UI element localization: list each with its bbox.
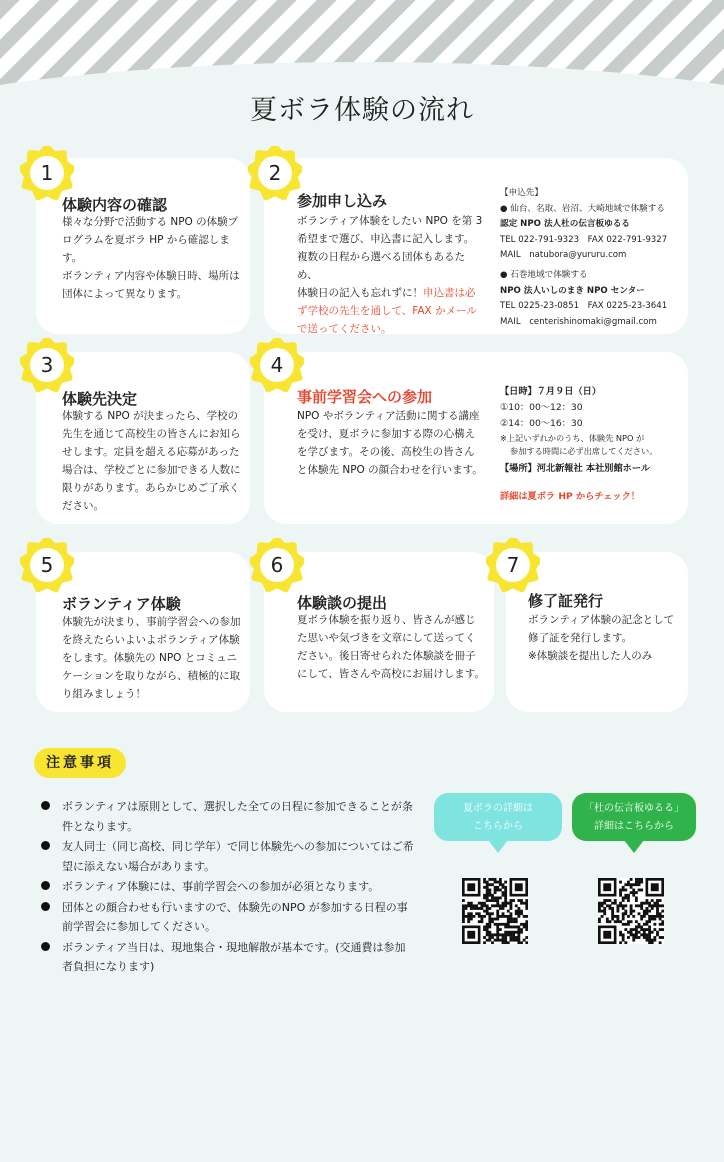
- bubble-tail-icon: [488, 840, 508, 854]
- bubble-text: 詳細はこちらから: [594, 821, 674, 832]
- text-line: と体験先 NPO の顔合わせを行います。: [297, 464, 483, 476]
- apply-mail-1[interactable]: MAIL natubora@yururu.com: [500, 250, 627, 261]
- text-line: ボランティア内容や体験日時、場所は: [62, 270, 240, 282]
- red-warning-text: で送ってください。: [297, 323, 392, 335]
- note-text: 団体との顔合わせも行いますので、体験先のNPO が参加する日程の事前学習会に参加してください。: [62, 900, 408, 933]
- step-number-badge-7: [486, 538, 540, 592]
- apply-area-2: ● 石巻地域で体験する: [500, 269, 588, 280]
- text-line: ボランティア体験の記念として: [528, 614, 675, 626]
- seminar-date: 【日時】７月９日（日）: [500, 386, 602, 397]
- red-warning-text: ず学校の先生を通して、FAX かメール: [297, 305, 477, 317]
- bullet-icon: [41, 881, 50, 890]
- text-line: 様々な分野で活動する NPO の体験プ: [62, 216, 239, 228]
- seminar-place: 【場所】河北新報社 本社別館ホール: [500, 463, 651, 474]
- text-line: 修了証を発行します。: [528, 632, 633, 644]
- text-line: にして、皆さんや高校にお届けします。: [297, 668, 485, 680]
- text-line: をします。体験先の NPO とコミュニ: [62, 652, 238, 664]
- apply-org-1: 認定 NPO 法人杜の伝言板ゆるる: [500, 219, 630, 230]
- list-item: [36, 797, 416, 836]
- text-line: を受け、夏ボラに参加する際の心構え: [297, 428, 476, 440]
- seminar-slot-2: ②14：00～16：30: [500, 418, 583, 429]
- step-title-1: 体験内容の確認: [62, 196, 168, 214]
- bullet-icon: [41, 902, 50, 911]
- note-text: 友人同士（同じ高校、同じ学年）で同じ体験先への参加についてはご希望に添えない場合があります。: [62, 840, 414, 873]
- step-number-badge-5: [20, 538, 74, 592]
- step-title-3: 体験先決定: [62, 390, 138, 408]
- text-line: ださい。後日寄せられた体験談を冊子: [297, 650, 476, 662]
- text-line: ださい。: [62, 500, 104, 512]
- apply-tel-1: TEL 022-791-9323 FAX 022-791-9327: [500, 234, 668, 245]
- step-title-2: 参加申し込み: [297, 192, 388, 210]
- step-title-5: ボランティア体験: [62, 595, 181, 613]
- red-warning-text: 申込書は必: [423, 287, 476, 299]
- step-text-6: [297, 611, 491, 683]
- bullet-icon: [41, 841, 50, 850]
- step-number-4: 4: [270, 353, 284, 377]
- step-text-3: [62, 407, 248, 515]
- text-line: 体験先が決まり、事前学習会への参加: [62, 616, 241, 628]
- notes-list: [36, 797, 416, 978]
- yururu-qr-code[interactable]: [598, 878, 664, 944]
- bubble-text: こちらから: [473, 821, 523, 832]
- apply-org-2: NPO 法人いしのまき NPO センター: [500, 285, 645, 296]
- text-line: [297, 284, 483, 302]
- step-number-7: 7: [506, 553, 520, 577]
- qr-code-icon: [462, 878, 528, 944]
- step-number-1: 1: [40, 161, 54, 185]
- apply-mail-2[interactable]: MAIL centerishinomaki@gmail.com: [500, 316, 657, 327]
- text-line: た思いや気づきを文章にして送ってく: [297, 632, 476, 644]
- natsubora-qr-bubble[interactable]: [434, 793, 562, 841]
- text-line: NPO やボランティア活動に関する講座: [297, 410, 480, 422]
- text-line: り組みましょう！: [62, 688, 146, 700]
- note-text: ボランティア体験には、事前学習会への参加が必須となります。: [62, 880, 380, 893]
- text-line: 団体によって異なります。: [62, 288, 188, 300]
- note-text: ボランティアは原則として、選択した全ての日程に参加できることが条件となります。: [62, 800, 413, 833]
- text-line: 先生を通じて高校生の皆さんにお知ら: [62, 428, 241, 440]
- list-item: [36, 938, 416, 977]
- text-segment: 体験日の記入も忘れずに！: [297, 287, 423, 299]
- step-text-7: [528, 611, 688, 665]
- text-line: ログラムを夏ボラ HP から確認します。: [62, 234, 230, 264]
- step-title-7: 修了証発行: [528, 592, 604, 610]
- qr-code-icon: [598, 878, 664, 944]
- notes-label: 注意事項: [34, 748, 126, 778]
- yururu-qr-bubble[interactable]: [572, 793, 696, 841]
- seminar-info: [500, 384, 686, 505]
- text-line: 希望まで選び、申込書に記入します。: [297, 233, 475, 245]
- list-item: [36, 837, 416, 876]
- step-number-5: 5: [40, 553, 54, 577]
- list-item: [36, 877, 416, 897]
- text-line: 体験する NPO が決まったら、学校の: [62, 410, 239, 422]
- text-line: 夏ボラ体験を振り返り、皆さんが感じ: [297, 614, 476, 626]
- step-number-6: 6: [270, 553, 284, 577]
- bullet-icon: [41, 942, 50, 951]
- bubble-tail-icon: [624, 840, 644, 854]
- apply-tel-2: TEL 0225-23-0851 FAX 0225-23-3641: [500, 301, 668, 312]
- seminar-slot-1: ①10：00～12：30: [500, 402, 583, 413]
- text-line: 場合は、学校ごとに参加できる人数に: [62, 464, 241, 476]
- step-number-3: 3: [40, 353, 54, 377]
- step-text-2: [297, 212, 483, 338]
- text-line: を学びます。その後、高校生の皆さん: [297, 446, 475, 458]
- apply-header: 【申込先】: [500, 188, 543, 198]
- step-text-5: [62, 613, 248, 703]
- step-title-6: 体験談の提出: [297, 594, 388, 612]
- step-text-4: [297, 407, 483, 479]
- text-line: ※体験談を提出した人のみ: [528, 650, 653, 662]
- text-line: 限りがあります。あらかじめご了承く: [62, 482, 240, 494]
- apply-area-1: ● 仙台、名取、岩沼、大崎地域で体験する: [500, 203, 665, 214]
- step-number-badge-6: [250, 538, 304, 592]
- bubble-text: 「杜の伝言板ゆるる」: [584, 803, 684, 814]
- step-text-1: [62, 213, 248, 303]
- step-number-badge-4: [250, 338, 304, 392]
- natsubora-qr-code[interactable]: [462, 878, 528, 944]
- text-line: ボランティア体験をしたい NPO を第 3: [297, 215, 483, 227]
- text-line: せします。定員を超える応募があった: [62, 446, 240, 458]
- step-number-2: 2: [268, 161, 282, 185]
- step-number-badge-2: [248, 146, 302, 200]
- seminar-note: 参加する時間に必ず出席してください。: [510, 446, 658, 456]
- text-line: を終えたらいよいよボランティア体験: [62, 634, 240, 646]
- page-title: 夏ボラ体験の流れ: [250, 95, 474, 126]
- seminar-note: ※上記いずれかのうち、体験先 NPO が: [500, 433, 645, 443]
- list-item: [36, 898, 416, 937]
- step-number-badge-3: [20, 338, 74, 392]
- seminar-check-link: 詳細は夏ボラ HP からチェック！: [500, 491, 640, 502]
- step-title-4: 事前学習会への参加: [297, 388, 433, 406]
- note-text: ボランティア当日は、現地集合・現地解散が基本です。(交通費は参加者負担になります): [62, 940, 406, 973]
- text-line: 複数の日程から選べる団体もあるため、: [297, 251, 465, 281]
- bubble-text: 夏ボラの詳細は: [463, 803, 533, 814]
- text-line: ケーションを取りながら、積極的に取: [62, 670, 241, 682]
- application-contact-info: [500, 186, 686, 330]
- step-number-badge-1: [20, 146, 74, 200]
- bullet-icon: [41, 801, 50, 810]
